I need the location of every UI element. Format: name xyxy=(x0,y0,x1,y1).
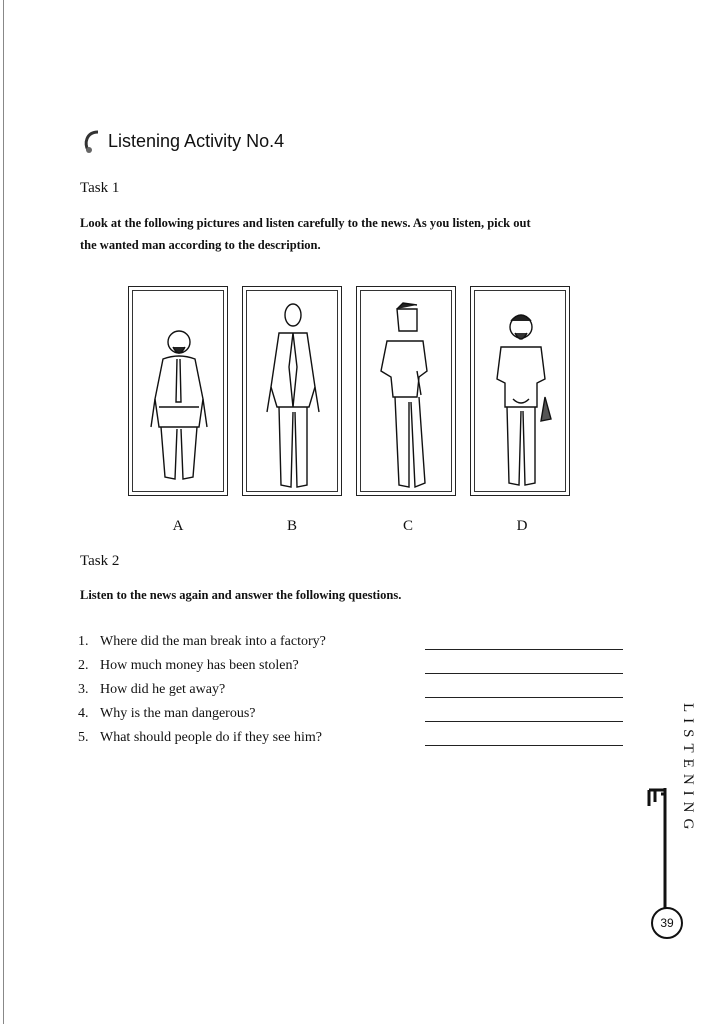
question-item xyxy=(78,704,326,728)
picture-label-a: A xyxy=(172,518,184,534)
question-number: 1. xyxy=(78,634,89,649)
key-icon xyxy=(645,780,685,910)
task1-label: Task 1 xyxy=(80,180,120,196)
page-title xyxy=(78,128,284,154)
man-d-figure-icon xyxy=(471,287,571,497)
answer-line-5[interactable] xyxy=(425,745,623,746)
task1-instruction-line1: Look at the following pictures and listen carefully to the news. As you listen, pick out xyxy=(80,216,531,230)
title-text: Listening Activity No.4 xyxy=(108,130,285,151)
section-label: LISTENING xyxy=(680,703,696,836)
answer-line-2[interactable] xyxy=(425,673,623,674)
question-number: 4. xyxy=(78,706,89,721)
question-item xyxy=(78,680,326,704)
picture-b xyxy=(242,286,342,496)
picture-label-c: C xyxy=(402,518,413,534)
picture-c xyxy=(356,286,456,496)
question-list xyxy=(78,632,326,752)
question-text: How much money has been stolen? xyxy=(100,658,299,673)
answer-line-1[interactable] xyxy=(425,649,623,650)
man-a-figure-icon xyxy=(129,287,229,497)
task2-instruction: Listen to the news again and answer the following questions. xyxy=(80,588,402,602)
question-item xyxy=(78,728,326,752)
question-text: Why is the man dangerous? xyxy=(100,706,256,721)
question-item xyxy=(78,632,326,656)
question-item xyxy=(78,656,326,680)
question-number: 3. xyxy=(78,682,89,697)
headphone-ornament-icon xyxy=(78,128,104,154)
picture-d xyxy=(470,286,570,496)
page-edge-rule xyxy=(3,0,4,1024)
picture-a xyxy=(128,286,228,496)
answer-line-3[interactable] xyxy=(425,697,623,698)
question-text: What should people do if they see him? xyxy=(100,730,322,745)
question-text: Where did the man break into a factory? xyxy=(100,634,326,649)
man-c-figure-icon xyxy=(357,287,457,497)
task1-instruction xyxy=(80,212,640,256)
man-b-figure-icon xyxy=(243,287,343,497)
question-text: How did he get away? xyxy=(100,682,226,697)
task2-label: Task 2 xyxy=(80,553,120,569)
page-number: 39 xyxy=(651,907,683,939)
question-number: 2. xyxy=(78,658,89,673)
task1-instruction-line2: the wanted man according to the description. xyxy=(80,238,321,252)
picture-label-d: D xyxy=(516,518,528,534)
picture-label-b: B xyxy=(286,518,297,534)
answer-line-4[interactable] xyxy=(425,721,623,722)
question-number: 5. xyxy=(78,730,89,745)
